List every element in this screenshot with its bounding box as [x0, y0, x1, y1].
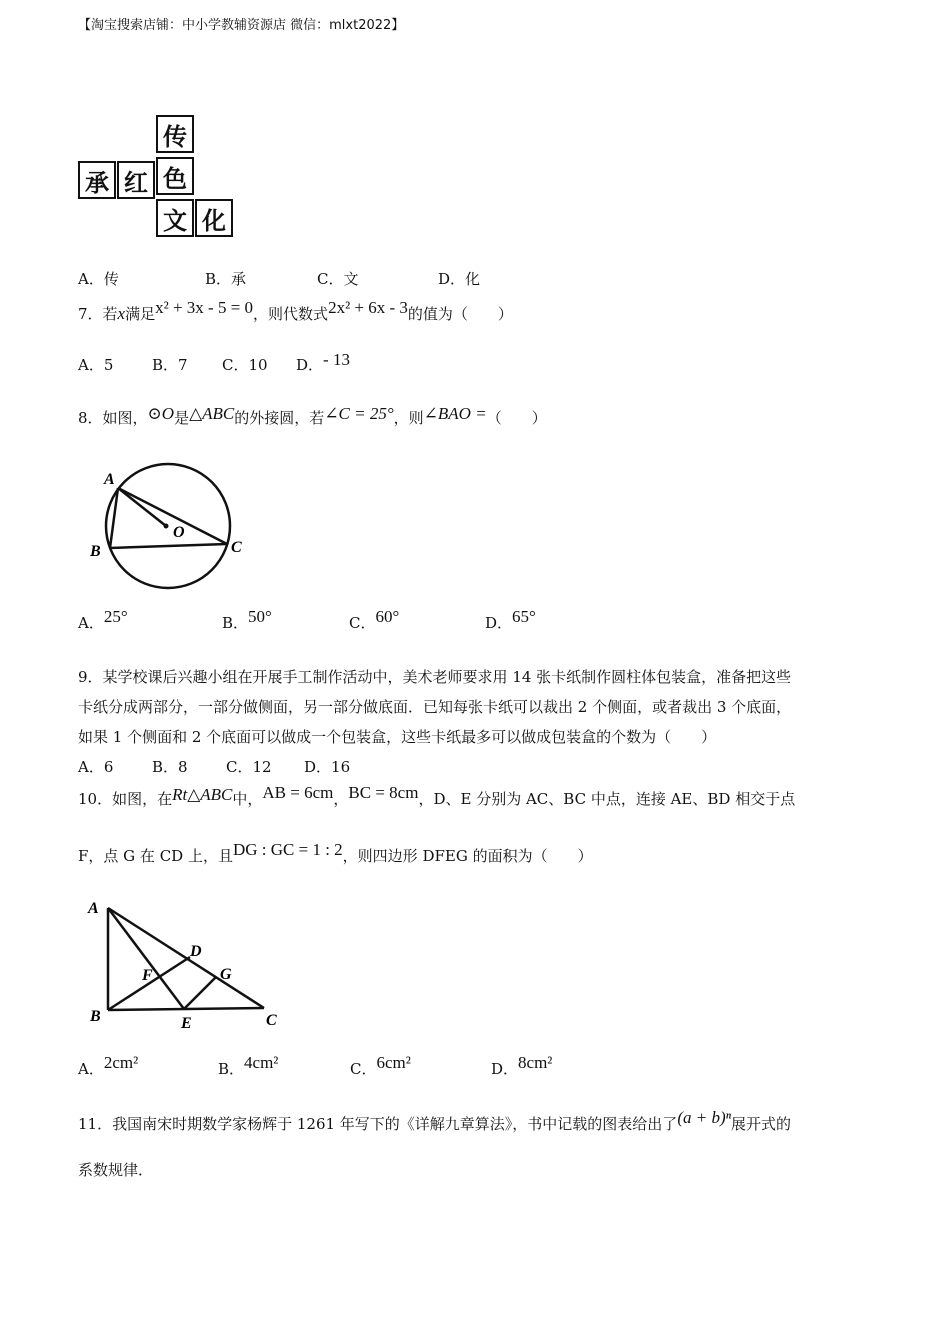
q7-option-d: D．- 13: [296, 350, 350, 374]
label-g: G: [220, 966, 232, 983]
label-b: B: [90, 1008, 101, 1025]
q9-option-c: C．12: [226, 758, 272, 776]
cube-cell-6: 化: [195, 199, 233, 237]
q10-triangle-figure: [86, 894, 286, 1034]
q8-option-d: D．65°: [485, 607, 536, 632]
q6-option-b: B．承: [205, 270, 247, 288]
cube-cell-2: 承: [78, 161, 116, 199]
label-d: D: [190, 943, 202, 960]
segment-bc: [110, 544, 227, 548]
q9-option-b: B．8: [152, 758, 188, 776]
q6-option-d: D．化: [438, 270, 481, 288]
label-c: C: [266, 1012, 277, 1029]
label-o: O: [173, 524, 185, 541]
q10-option-d: D．8cm²: [491, 1053, 553, 1078]
q11-stem-line1: 11．我国南宋时期数学家杨辉于 1261 年写下的《详解九章算法》，书中记载的图表给出了(a + b)ⁿ展开式的: [78, 1108, 791, 1133]
q6-option-c: C．文: [317, 270, 359, 288]
label-f: F: [142, 967, 153, 984]
q7-stem: 7．若x满足x² + 3x - 5 = 0，则代数式2x² + 6x - 3的值为（ ）: [78, 298, 513, 323]
q10-stem-line2: F，点 G 在 CD 上，且DG : GC = 1 : 2，则四边形 DFEG 的面积为（ ）: [78, 840, 593, 865]
cube-cell-5: 文: [156, 199, 194, 237]
label-c: C: [231, 539, 242, 556]
cube-cell-4: 色: [156, 157, 194, 195]
label-a: A: [88, 900, 99, 917]
segment-ae: [108, 908, 184, 1009]
q7-option-a: A．5: [78, 356, 114, 374]
label-b: B: [90, 543, 101, 560]
q10-stem-line1: 10．如图，在Rt△ABC中，AB = 6cm，BC = 8cm，D、E 分别为 AC、BC 中点，连接 AE、BD 相交于点: [78, 783, 796, 808]
q9-stem: 9．某学校课后兴趣小组在开展手工制作活动中，美术老师要求用 14 张卡纸制作圆柱体包装盒，准备把这些 卡纸分成两部分，一部分做侧面，另一部分做底面．已知每张卡纸可以裁出 2 个侧面，或者裁出 3 个底面， 如果 1 个侧面和 2 个底面可以做成一个包装盒，这些卡纸最多可以做成包装盒的个数为（ ）: [78, 668, 792, 746]
label-a: A: [104, 471, 115, 488]
q8-stem: 8．如图，⊙O是△ABC的外接圆，若∠C = 25°，则∠BAO =（ ）: [78, 404, 547, 427]
segment-eg: [184, 977, 216, 1009]
label-e: E: [181, 1015, 192, 1032]
q10-option-a: A．2cm²: [78, 1053, 139, 1078]
segment-ao: [118, 488, 166, 526]
q6-option-a: A．传: [78, 270, 119, 288]
q7-option-c: C．10: [222, 356, 268, 374]
q9-option-d: D．16: [304, 758, 351, 776]
q11-stem-line2: 系数规律．: [78, 1161, 154, 1179]
q9-option-a: A．6: [78, 758, 114, 776]
header-watermark: 【淘宝搜索店铺：中小学教辅资源店 微信：mlxt2022】: [78, 18, 405, 33]
q8-circle-figure: [86, 458, 256, 598]
q8-option-b: B．50°: [222, 607, 272, 632]
q10-option-c: C．6cm²: [350, 1053, 411, 1078]
q8-option-a: A．25°: [78, 607, 128, 632]
q7-option-b: B．7: [152, 356, 188, 374]
q10-option-b: B．4cm²: [218, 1053, 279, 1078]
segment-ac: [108, 908, 264, 1008]
center-point: [164, 524, 169, 529]
q8-option-c: C．60°: [349, 607, 400, 632]
cube-cell-1: 传: [156, 115, 194, 153]
cube-cell-3: 红: [117, 161, 155, 199]
